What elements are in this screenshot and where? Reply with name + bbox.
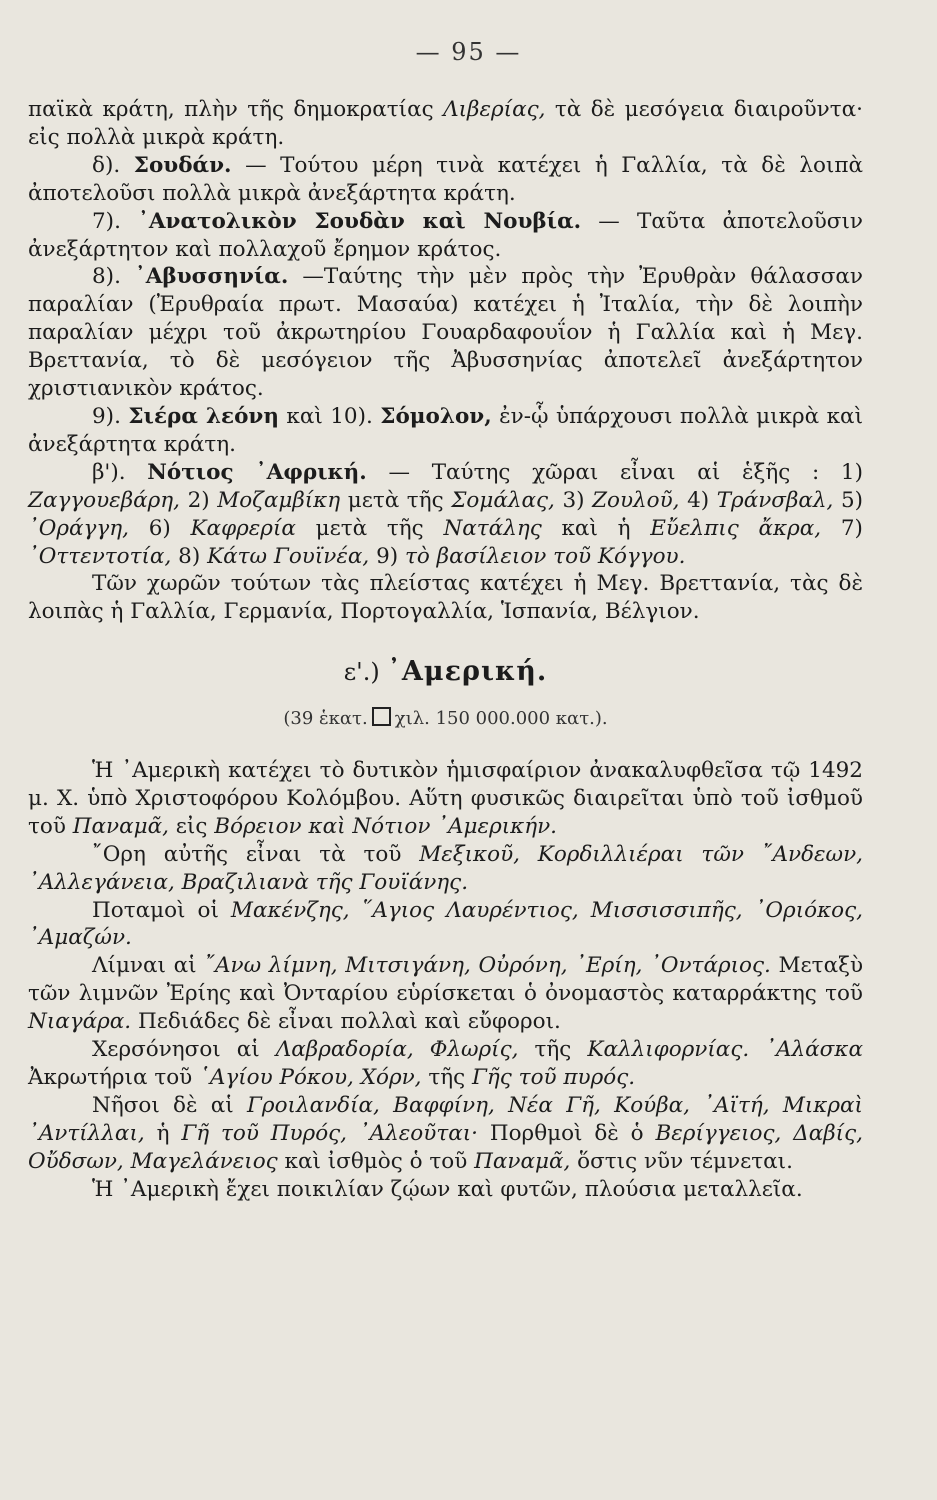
text-span: Παναμᾶ, [72, 813, 169, 839]
text-span: ἐν-ᾧ ὑπάρχουσι πολλὰ μικρὰ καὶ ἀνεξάρτητα κράτη. [28, 403, 863, 457]
item-heading: ᾿Αβυσσηνία. [135, 264, 289, 290]
text-span: Ἀκρωτήρια τοῦ [28, 1065, 193, 1090]
paragraph-islands [28, 1092, 863, 1176]
paragraph-east-sudan [28, 208, 863, 264]
square-symbol-icon [372, 707, 391, 726]
item-number: 7). [92, 208, 121, 234]
paragraph-fauna-flora [28, 1176, 863, 1204]
paragraph-sudan [28, 152, 863, 208]
text-span: Εὔελπις ἄκρα, [650, 515, 822, 541]
text-span: ῎Ορη αὐτῆς εἶναι τὰ τοῦ [92, 841, 402, 867]
text-span: 3) [562, 487, 585, 513]
text-span: — Τούτου μέρη τινὰ κατέχει ἡ Γαλλία, τὰ δὲ λοιπὰ ἀποτελοῦσι πολλὰ μικρὰ ἀνεξάρτητα κράτη. [28, 152, 863, 206]
text-span: ᾿Οράγγη, [28, 515, 129, 541]
text-span: Βόρειον καὶ Νότιον ᾿Αμερικήν. [214, 813, 558, 839]
section-heading: ᾿Αμερική. [387, 656, 548, 688]
text-span: Ἡ ᾿Αμερικὴ κατέχει τὸ δυτικὸν ἡμισφαίριον ἀνακαλυφθεῖσα τῷ 1492 μ. Χ. ὑπὸ Χριστοφόρου Κολόμβου. Αὕτη φυσικῶς διαιρεῖται ὑπὸ τοῦ ἰσθμοῦ τοῦ [28, 758, 863, 839]
item-number: 9). [92, 403, 121, 429]
text-span: — Ταῦτα ἀποτελοῦσιν ἀνεξάρτητον καὶ πολλαχοῦ ἔρημον κράτος. [28, 208, 863, 262]
paragraph-mountains [28, 841, 863, 897]
paragraph-lakes [28, 952, 863, 1036]
text-span: Γῆ τοῦ Πυρός, ᾿Αλεοῦται· [181, 1120, 478, 1146]
text-span: Μεταξὺ τῶν λιμνῶν Ἐρίης καὶ Ὀνταρίου εὑρίσκεται ὁ ὀνομαστὸς καταρράκτης τοῦ [28, 953, 864, 1007]
text-span: 7) [840, 515, 863, 541]
text-span: — Ταύτης χῶραι εἶναι αἱ ἑξῆς : 1) [388, 459, 863, 485]
paragraph-intro [28, 96, 863, 152]
paragraph-america-discovery [28, 757, 863, 841]
text-span: Νατάλης [443, 515, 542, 541]
text-span: Σομάλας, [451, 487, 555, 513]
text-span: ὅστις νῦν τέμνεται. [577, 1148, 793, 1174]
text-span: παϊκὰ κράτη, πλὴν τῆς δημοκρατίας [28, 97, 434, 122]
text-span: Γροιλανδία, Βαφφίνη, Νέα Γῆ, Κούβα, ᾿Αϊτή, Μικραὶ ᾿Αντίλλαι, [28, 1092, 863, 1146]
text-span: (39 ἑκατ. [283, 708, 368, 730]
item-heading: ᾿Ανατολικὸν Σουδὰν καὶ Νουβία. [138, 208, 582, 234]
area-population-line [28, 705, 863, 733]
text-span: Λιβερίας, [443, 97, 546, 122]
paragraph-sierra-leone [28, 403, 863, 459]
item-number: 8). [92, 264, 121, 290]
item-heading: Σόμολον, [380, 403, 492, 429]
text-span: Καφρερία [190, 515, 296, 541]
text-span: ἡ [156, 1120, 170, 1146]
paragraph-south-africa [28, 459, 863, 571]
text-span: εἰς [175, 813, 208, 839]
text-span: τὸ βασίλειον τοῦ Κόγγου. [405, 543, 686, 569]
item-number: β'). [92, 459, 126, 485]
text-span: Γῆς τοῦ πυρός. [472, 1065, 636, 1090]
text-span: Καλλιφορνίας. ᾿Αλάσκα [587, 1037, 863, 1063]
text-span: καὶ ἰσθμὸς ὁ τοῦ [284, 1148, 468, 1174]
text-span: 6) [148, 515, 171, 541]
paragraph-rivers [28, 897, 863, 953]
section-number: ε'.) [343, 658, 380, 687]
text-span: Πεδιάδες δὲ εἶναι πολλαὶ καὶ εὔφοροι. [137, 1009, 561, 1035]
item-number: δ). [92, 152, 121, 178]
page-number: — 95 — [415, 38, 522, 66]
text-span: Χερσόνησοι αἱ [92, 1037, 260, 1063]
page-text [28, 96, 863, 1204]
text-span: Πορθμοὶ δὲ ὁ [489, 1120, 644, 1146]
text-span: τῆς [428, 1065, 466, 1090]
item-heading: Σουδάν. [133, 152, 232, 178]
text-span: καὶ 10). [286, 403, 373, 429]
paragraph-colonial-powers [28, 570, 863, 626]
text-span: 2) [187, 487, 210, 513]
text-span: μετὰ τῆς [315, 515, 424, 541]
text-span: τῆς [534, 1037, 572, 1063]
text-span: Μεξικοῦ, Κορδιλλιέραι τῶν ῎Ανδεων, ᾿Αλλεγάνεια, Βραζιλιανὰ τῆς Γουϊάνης. [28, 841, 863, 895]
text-span: Τῶν χωρῶν τούτων τὰς πλείστας κατέχει ἡ Μεγ. Βρεττανία, τὰς δὲ λοιπὰς ἡ Γαλλία, Γερμανία, Πορτογαλλία, Ἱσπανία, Βέλγιον. [28, 571, 863, 625]
item-heading: Σιέρα λεόνη [128, 403, 279, 429]
text-span: Λαβραδορία, Φλωρίς, [275, 1037, 519, 1063]
text-span: Τράνσβαλ, [716, 487, 834, 513]
text-span: Ζαγγουεβάρη, [28, 487, 181, 513]
section-title-america [28, 658, 863, 687]
text-span: Μοζαμβίκη [217, 487, 341, 513]
text-span: Νῆσοι δὲ αἱ [92, 1092, 234, 1118]
text-span: 5) [840, 487, 864, 513]
text-span: Ἡ ᾿Αμερικὴ ἔχει ποικιλίαν ζῴων καὶ φυτῶν, πλούσια μεταλλεῖα. [92, 1176, 803, 1202]
text-span: Ζουλοῦ, [592, 487, 680, 513]
text-span: Μακένζης, ῞Αγιος Λαυρέντιος, Μισσισσιπῆς, ᾿Οριόκος, ᾿Αμαζών. [28, 897, 863, 951]
text-span: ῾Αγίου Ρόκου, Χόρν, [199, 1065, 422, 1090]
text-span: ῎Ανω λίμνη, Μιτσιγάνη, Οὐρόνη, ᾿Ερίη, ᾿Οντάριος. [204, 953, 771, 979]
text-span: —Ταύτης τὴν μὲν πρὸς τὴν Ἐρυθρὰν θάλασσαν παραλίαν (Ἐρυθραία πρωτ. Μασαύα) κατέχει ἡ Ἰταλία, τὴν δὲ λοιπὴν παραλίαν μέχρι τοῦ ἀκρωτηρίου Γουαρδαφουΐον ἡ Γαλλία καὶ ἡ Μεγ. Βρεττανία, τὸ δὲ μεσόγειον τῆς Ἀβυσσηνίας ἀποτελεῖ ἀνεξάρτητον χριστιανικὸν κράτος. [28, 264, 863, 402]
text-span: τὰ δὲ μεσόγεια διαιροῦντα· εἰς πολλὰ μικρὰ κράτη. [28, 97, 863, 150]
text-span: χιλ. 150 000.000 κατ.). [394, 708, 608, 730]
text-span: 8) [178, 543, 201, 569]
text-span: Νιαγάρα. [28, 1009, 132, 1035]
text-span: Ποταμοὶ οἱ [92, 897, 219, 923]
item-heading: Νότιος ᾿Αφρική. [147, 459, 367, 485]
text-span: Βερίγγειος, Δαβίς, Οὔδσων, Μαγελάνειος [28, 1120, 863, 1174]
paragraph-abyssinia [28, 263, 863, 403]
text-span: καὶ ἡ [561, 515, 631, 541]
text-span: Κάτω Γουϊνέα, [207, 543, 370, 569]
paragraph-peninsulas [28, 1036, 863, 1092]
text-span: Λίμναι αἱ [92, 953, 197, 979]
text-span: Παναμᾶ, [474, 1148, 571, 1174]
text-span: ᾿Οττεντοτία, [28, 543, 172, 569]
text-span: 4) [687, 487, 710, 513]
text-span: 9) [376, 543, 399, 569]
text-span: μετὰ τῆς [347, 487, 444, 513]
